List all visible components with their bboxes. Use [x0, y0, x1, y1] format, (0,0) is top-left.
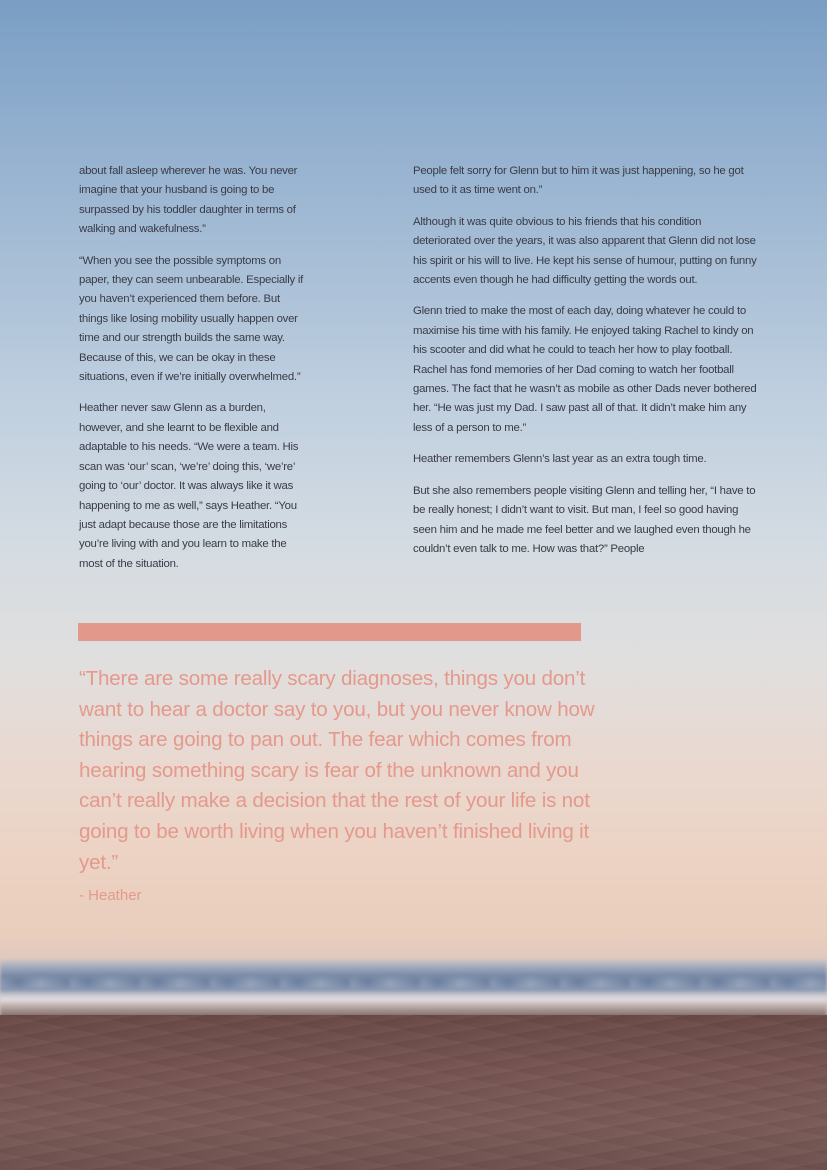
left-paragraph: about fall asleep wherever he was. You never imagine that your husband is going to be surpassed by his toddler daughter in terms of walking and wakefulness.”: [79, 165, 298, 236]
right-paragraph: But she also remembers people visiting Glenn and telling her, “I have to be really honest; I didn’t want to visit. But man, I feel so good having seen him and he made me feel better and we laughed even though he couldn’t even talk to me. How was that?” People: [413, 484, 756, 555]
left-paragraph: Heather never saw Glenn as a burden, however, and she learnt to be flexible and adaptable to his needs. “We were a team. His scan was ‘our’ scan, ‘we’re’ doing this, ‘we’re’ going to ‘our’ doctor. It was always like it was happening to me as well,” says Heather. “You just adapt because those are the limitations you’re living with and you learn to make the most of the situation.: [79, 402, 299, 570]
right-paragraph: People felt sorry for Glenn but to him it was just happening, so he got used to it as time went on.”: [413, 165, 744, 197]
quote-accent-bar: [78, 623, 581, 641]
right-paragraph: Glenn tried to make the most of each day, doing whatever he could to maximise his time with his family. He enjoyed taking Rachel to kindy on his scooter and did what he could to teach her how to play football. Rachel has fond memories of her Dad coming to watch her football games. The fact that he wasn’t as mobile as other Dads never bothered her. “He was just my Dad. I saw past all of that. It didn’t make him any less of a person to me.”: [413, 305, 757, 434]
pull-quote: [79, 664, 599, 878]
sand-texture: [0, 1015, 827, 1170]
right-column: [413, 162, 758, 571]
quote-attribution: - Heather: [79, 887, 142, 904]
ocean-photo: [0, 960, 827, 1020]
right-paragraph: Although it was quite obvious to his friends that his condition deteriorated over the years, it was also apparent that Glenn did not lose his spirit or his will to live. He kept his sense of humour, putting on funny accents even though he had difficulty getting the words out.: [413, 215, 757, 287]
right-paragraph: Heather remembers Glenn’s last year as an extra tough time.: [413, 453, 707, 466]
wave-foam: [0, 978, 827, 988]
left-paragraph: “When you see the possible symptoms on paper, they can seem unbearable. Especially if you haven’t experienced them before. But things like losing mobility usually happen over time and our strength builds the same way. Because of this, we can be okay in these situations, even if we’re initially overwhelmed.”: [79, 254, 304, 384]
pull-quote-text: “There are some really scary diagnoses, things you don’t want to hear a doctor say to you, but you never know how things are going to pan out. The fear which comes from hearing something scary is fear of the unknown and you can’t really make a decision that the rest of your life is not going to be worth living when you haven’t finished living it yet.”: [79, 667, 595, 874]
left-column: [79, 162, 311, 586]
